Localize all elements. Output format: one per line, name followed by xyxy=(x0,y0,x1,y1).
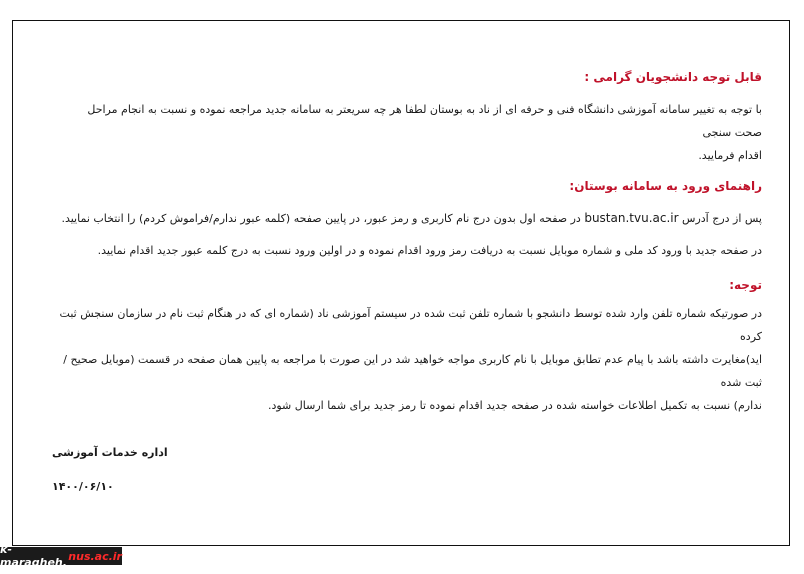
phone-mismatch-line3: ندارم) نسبت به تکمیل اطلاعات خواسته شده در صفحه جدید اقدام نموده تا رمز جدید برای شما ارسال شود. xyxy=(267,399,762,412)
paragraph-system-change-line2: اقدام فرمایید. xyxy=(698,149,762,162)
watermark-domain-white: k-maragheh. xyxy=(0,543,67,569)
site-watermark xyxy=(0,543,122,569)
phone-mismatch-line1: در صورتیکه شماره تلفن وارد شده توسط دانشجو با شماره تلفن ثبت شده در سیستم آموزشی ناد (شماره ای که در هنگام ثبت نام در سازمان سنجش ثبت کرده xyxy=(59,307,762,343)
login-steps-before: پس از درج آدرس xyxy=(682,212,762,225)
paragraph-phone-mismatch xyxy=(58,302,762,417)
heading-attention: توجه: xyxy=(729,278,762,292)
paragraph-login-steps xyxy=(58,207,762,230)
bustan-url-link[interactable]: bustan.tvu.ac.ir xyxy=(584,211,679,225)
watermark-domain-red: nus.ac.ir xyxy=(68,549,122,563)
paragraph-new-page: در صفحه جدید با ورود کد ملی و شماره موبایل نسبت به دریافت رمز ورود اقدام نموده و در اولین ورود نسبت به درج کلمه عبور جدید اقدام نمایید. xyxy=(97,244,762,257)
login-steps-after: در صفحه اول بدون درج نام کاربری و رمز عبور، در پایین صفحه (کلمه عبور ندارم/فراموش کردم) را انتخاب نمایید. xyxy=(61,212,581,225)
paragraph-system-change xyxy=(58,98,762,167)
notice-date: ۱۴۰۰/۰۶/۱۰ xyxy=(52,480,114,493)
heading-students: قابل توجه دانشجویان گرامی : xyxy=(584,70,762,84)
paragraph-system-change-line1: با توجه به تغییر سامانه آموزشی دانشگاه فنی و حرفه ای از ناد به بوستان لطفا هر چه سریعتر به سامانه جدید مراجعه نموده و نسبت به انجام مراحل صحت سنجی xyxy=(87,103,762,139)
notice-body xyxy=(58,60,762,417)
heading-login-guide: راهنمای ورود به سامانه بوستان: xyxy=(569,179,762,193)
phone-mismatch-line2: اید)مغایرت داشته باشد با پیام عدم تطابق موبایل با نام کاربری مواجه خواهید شد در این صورت با مراجعه به پایین همان صفحه در قسمت (موبایل صحیح / ثبت شده xyxy=(63,353,762,389)
signature: اداره خدمات آموزشی xyxy=(52,446,168,459)
